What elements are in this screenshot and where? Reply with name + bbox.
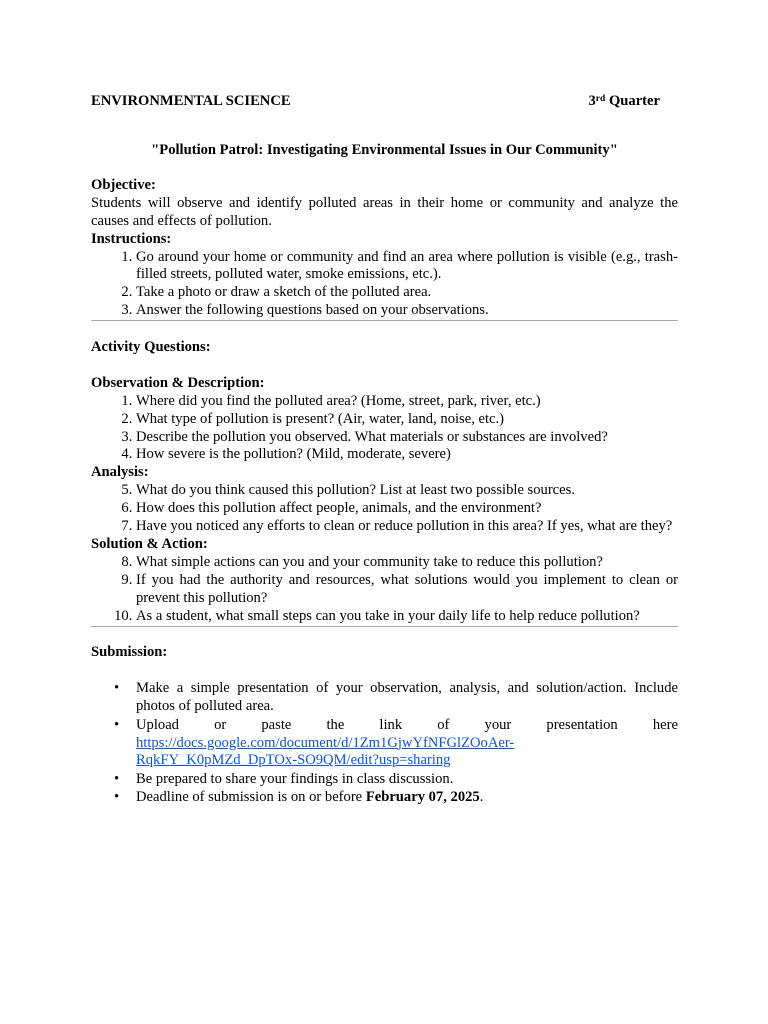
submission-item-text: Make a simple presentation of your observation, analysis, and solution/action. Include photos of polluted area. [136, 680, 678, 715]
document-header [91, 88, 678, 116]
question-item: 5. What do you think caused this pollution? List at least two possible sources. [136, 482, 678, 500]
bullet-icon: • [114, 680, 120, 697]
quarter-ordinal: rd [595, 94, 606, 105]
bullet-icon: • [114, 789, 120, 806]
instructions-heading: Instructions: [91, 230, 172, 247]
quarter-word: Quarter [608, 93, 660, 110]
question-item: 6. How does this pollution affect people, animals, and the environment? [136, 500, 678, 518]
submission-item-text: Be prepared to share your findings in class discussion. [136, 770, 454, 787]
submission-item [114, 770, 678, 789]
upload-word: of [437, 716, 450, 733]
activity-questions-heading: Activity Questions: [91, 339, 211, 356]
upload-word: presentation [546, 716, 618, 733]
question-item: 2. What type of pollution is present? (Air, water, land, noise, etc.) [136, 411, 678, 429]
instructions-list [91, 249, 678, 321]
upload-word: or [214, 716, 227, 733]
question-item: 1. Where did you find the polluted area? (Home, street, park, river, etc.) [136, 393, 678, 411]
solution-questions-list [91, 554, 678, 626]
instruction-item: 1. Go around your home or community and find an area where pollution is visible (e.g., trash-filled streets, polluted water, smoke emissions, etc.). [136, 249, 678, 285]
presentation-link[interactable] [136, 735, 514, 769]
observation-questions-list [91, 393, 678, 465]
bullet-icon: • [114, 716, 120, 733]
analysis-heading: Analysis: [91, 464, 149, 481]
upload-word: the [326, 716, 345, 733]
submission-item [114, 680, 678, 716]
upload-instruction [136, 717, 678, 735]
observation-heading: Observation & Description: [91, 374, 265, 391]
instruction-item: 2. Take a photo or draw a sketch of the polluted area. [136, 284, 678, 302]
objective-heading: Objective: [91, 176, 156, 193]
analysis-questions-list [91, 482, 678, 536]
upload-word: here [652, 716, 678, 733]
question-item: 10. As a student, what small steps can you take in your daily life to help reduce pollution? [136, 608, 678, 626]
question-item: 3. Describe the pollution you observed. What materials or substances are involved? [136, 429, 678, 447]
activity-title: "Pollution Patrol: Investigating Environmental Issues in Our Community" [151, 142, 618, 158]
submission-list [91, 680, 678, 807]
question-item: 4. How severe is the pollution? (Mild, moderate, severe) [136, 446, 678, 464]
document-page [91, 88, 678, 808]
instruction-item: 3. Answer the following questions based on your observations. [136, 302, 678, 320]
upload-word: your [484, 716, 512, 733]
subject-title: ENVIRONMENTAL SCIENCE [91, 93, 291, 110]
submission-item [114, 789, 678, 807]
objective-text: Students will observe and identify polluted areas in their home or community and analyze the causes and effects of pollution. [91, 194, 678, 229]
solution-heading: Solution & Action: [91, 536, 208, 552]
upload-word: Upload [136, 716, 179, 733]
quarter-number: 3 [588, 93, 596, 110]
bullet-icon: • [114, 770, 120, 787]
deadline-prefix: Deadline of submission is on or before [136, 789, 366, 806]
question-item: 8. What simple actions can you and your community take to reduce this pollution? [136, 554, 678, 572]
deadline-date: February 07, 2025 [365, 789, 480, 806]
submission-heading: Submission: [91, 644, 168, 661]
question-item: 7. Have you noticed any efforts to clean or reduce pollution in this area? If yes, what are they? [136, 518, 678, 536]
quarter-label [588, 93, 660, 111]
presentation-link-line2: RqkFY_K0pMZd_DpTOx-SO9QM/edit?usp=sharing [136, 752, 451, 769]
submission-item [114, 716, 678, 771]
upload-word: paste [261, 716, 292, 733]
deadline-suffix: . [479, 789, 484, 806]
presentation-link-line1: https://docs.google.com/document/d/1Zm1GjwYfNFGlZOoAer- [136, 734, 515, 751]
question-item: 9. If you had the authority and resources, what solutions would you implement to clean or prevent this pollution? [136, 572, 678, 608]
upload-word: link [379, 716, 403, 733]
